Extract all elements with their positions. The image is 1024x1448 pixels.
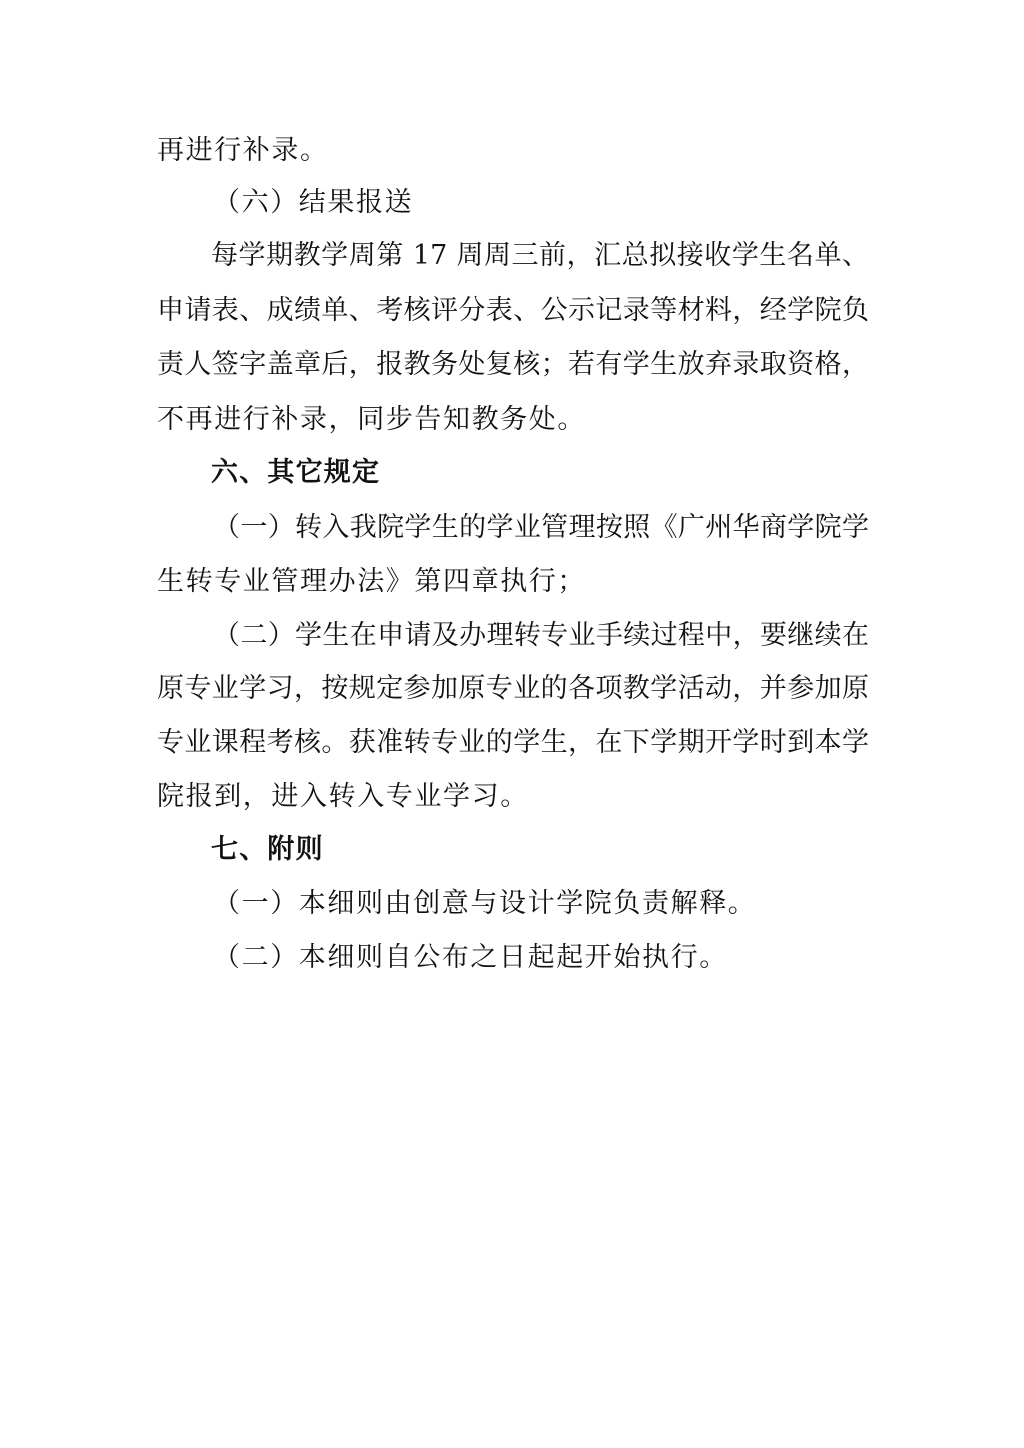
paragraph-line: 申请表、成绩单、考核评分表、公示记录等材料，经学院负 — [157, 295, 869, 326]
paragraph-line: （二）学生在申请及办理转专业手续过程中，要继续在 — [213, 620, 869, 651]
paragraph-line: 生转专业管理办法》第四章执行； — [157, 566, 586, 597]
paragraph-line: （二）本细则自公布之日起起开始执行。 — [213, 942, 728, 973]
paragraph-line: 原专业学习，按规定参加原专业的各项教学活动，并参加原 — [157, 673, 869, 704]
paragraph-line: （一）转入我院学生的学业管理按照《广州华商学院学 — [213, 512, 869, 543]
paragraph-line: 专业课程考核。获准转专业的学生，在下学期开学时到本学 — [157, 727, 869, 758]
paragraph-line: 每学期教学周第 17 周周三前，汇总拟接收学生名单、 — [211, 240, 869, 271]
section-heading-other-rules: 六、其它规定 — [211, 457, 381, 488]
paragraph-line: （一）本细则由创意与设计学院负责解释。 — [213, 888, 757, 919]
paragraph-line: 不再进行补录，同步告知教务处。 — [157, 404, 586, 435]
paragraph-line: 责人签字盖章后，报教务处复核；若有学生放弃录取资格， — [157, 349, 869, 380]
paragraph-continuation: 再进行补录。 — [157, 135, 329, 166]
paragraph-line: 院报到，进入转入专业学习。 — [157, 781, 529, 812]
section-heading-appendix: 七、附则 — [211, 834, 324, 865]
subsection-heading-results: （六）结果报送 — [213, 187, 414, 218]
